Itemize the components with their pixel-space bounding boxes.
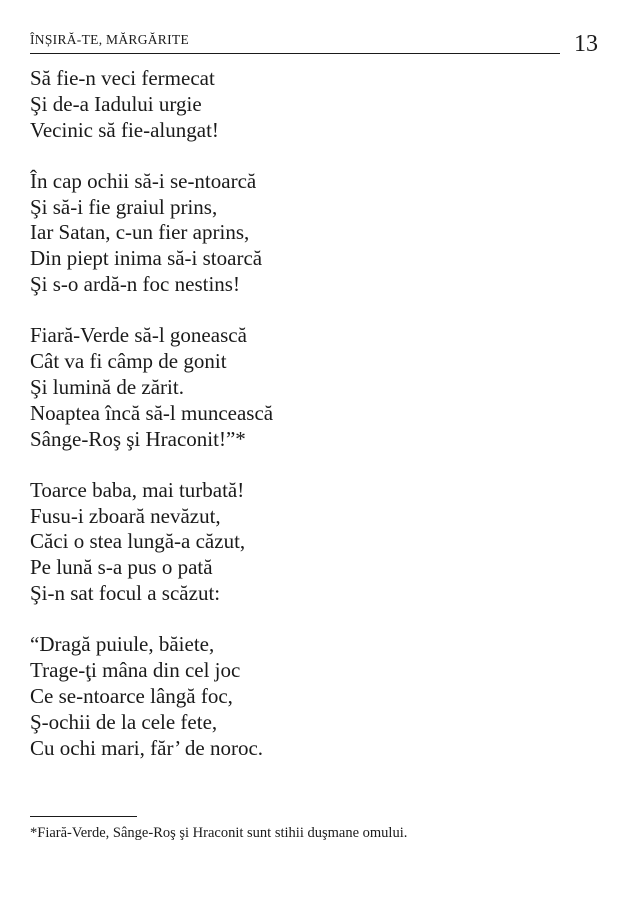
stanza-3 — [30, 323, 590, 452]
verse-line: Toarce baba, mai turbată! — [30, 477, 245, 502]
running-title: ÎNȘIRĂ-TE, MĂRGĂRITE — [30, 32, 189, 47]
verse-line: Şi de-a Iadului urgie — [30, 91, 202, 116]
verse-line: Şi să-i fie graiul prins, — [30, 194, 218, 219]
verse-line: Şi-n sat focul a scăzut: — [30, 581, 221, 606]
footnote-rule — [30, 816, 137, 817]
footnote: *Fiară-Verde, Sânge-Roş şi Hraconit sunt stihii duşmane omului. — [30, 825, 408, 841]
verse-line: Ş-ochii de la cele fete, — [30, 709, 218, 734]
verse-line: Cât va fi câmp de gonit — [30, 349, 227, 374]
verse-line: Ce se-ntoarce lângă foc, — [30, 683, 233, 708]
verse-line: Vecinic să fie-alungat! — [30, 117, 219, 142]
verse-line: Fusu-i zboară nevăzut, — [30, 503, 221, 528]
verse-line: Pe lună s-a pus o pată — [30, 555, 213, 580]
verse-line: În cap ochii să-i se-ntoarcă — [30, 168, 257, 193]
stanza-1 — [30, 66, 590, 143]
verse-line: Cu ochi mari, făr’ de noroc. — [30, 735, 264, 760]
stanza-4 — [30, 478, 590, 607]
verse-line: Să fie-n veci fermecat — [30, 66, 215, 90]
stanza-5 — [30, 632, 590, 761]
verse-line: Iar Satan, c-un fier aprins, — [30, 220, 250, 245]
verse-line: Fiară-Verde să-l gonească — [30, 323, 247, 348]
verse-line: Şi lumină de zărit. — [30, 374, 184, 399]
verse-line: Din piept inima să-i stoarcă — [30, 246, 263, 271]
verse-line: Şi s-o ardă-n foc nestins! — [30, 272, 240, 297]
page-number: 13 — [574, 31, 598, 57]
poem — [30, 66, 590, 787]
verse-line: Trage-ţi mâna din cel joc — [30, 658, 241, 683]
stanza-2 — [30, 169, 590, 298]
header-rule — [30, 53, 560, 54]
verse-line: Noaptea încă să-l muncească — [30, 400, 274, 425]
verse-line: Căci o stea lungă-a căzut, — [30, 529, 246, 554]
verse-line: “Dragă puiule, băiete, — [30, 632, 215, 657]
verse-line: Sânge-Roş şi Hraconit!”* — [30, 426, 246, 451]
